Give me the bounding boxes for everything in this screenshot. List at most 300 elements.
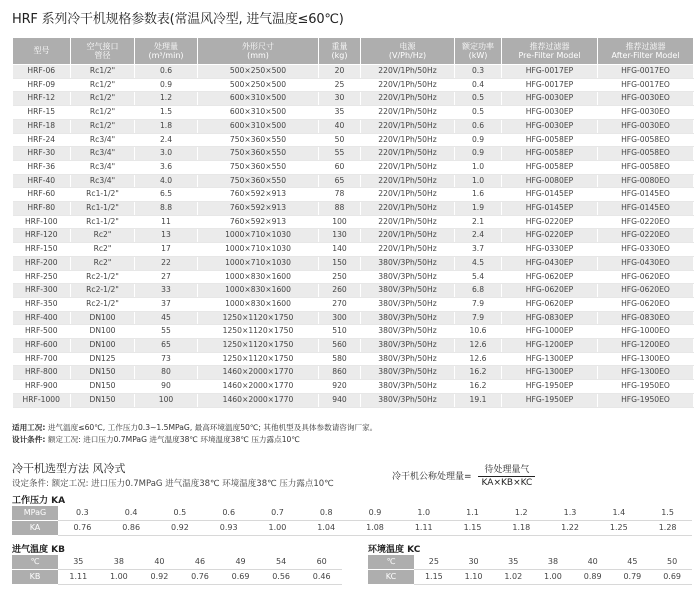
table-cell: HRF-18 bbox=[13, 119, 71, 133]
table-cell: HRF-700 bbox=[13, 352, 71, 366]
factor-cell: 0.6 bbox=[204, 506, 253, 521]
kb-factor-row bbox=[12, 570, 342, 585]
table-row bbox=[13, 147, 694, 161]
table-cell: 16.2 bbox=[455, 366, 502, 380]
table-cell: HFG-0030EO bbox=[598, 92, 694, 106]
header-line: 额定功率 bbox=[462, 41, 494, 51]
table-cell: HFG-0330EP bbox=[502, 243, 598, 257]
table-cell: 1.0 bbox=[455, 174, 502, 188]
table-cell: 380V/3Ph/50Hz bbox=[361, 284, 455, 298]
header-line: (m³/min) bbox=[148, 51, 184, 60]
table-cell: 6.8 bbox=[455, 284, 502, 298]
factor-cell: 1.15 bbox=[414, 570, 454, 585]
factor-cell: 1.4 bbox=[594, 506, 643, 521]
factor-cell: 1.11 bbox=[399, 521, 448, 536]
table-cell: Rc1-1/2" bbox=[71, 215, 135, 229]
table-cell: HFG-1000EP bbox=[502, 325, 598, 339]
factor-cell: 1.5 bbox=[643, 506, 692, 521]
table-cell: 580 bbox=[319, 352, 361, 366]
factor-cell: 60 bbox=[301, 555, 342, 570]
table-cell: 7.9 bbox=[455, 297, 502, 311]
table-row bbox=[13, 325, 694, 339]
table-cell: 13 bbox=[135, 229, 198, 243]
table-cell: HFG-0030EP bbox=[502, 92, 598, 106]
table-cell: 1000×710×1030 bbox=[198, 243, 319, 257]
table-cell: 220V/1Ph/50Hz bbox=[361, 202, 455, 216]
table-cell: 380V/3Ph/50Hz bbox=[361, 325, 455, 339]
table-cell: HRF-120 bbox=[13, 229, 71, 243]
factor-cell: 46 bbox=[180, 555, 221, 570]
table-cell: 220V/1Ph/50Hz bbox=[361, 119, 455, 133]
table-cell: 380V/3Ph/50Hz bbox=[361, 256, 455, 270]
table-cell: 0.6 bbox=[455, 119, 502, 133]
table-cell: 12.6 bbox=[455, 352, 502, 366]
header-line: (mm) bbox=[247, 51, 269, 60]
table-cell: 65 bbox=[319, 174, 361, 188]
table-cell: 220V/1Ph/50Hz bbox=[361, 106, 455, 120]
table-cell: HFG-0830EO bbox=[598, 311, 694, 325]
table-cell: 760×592×913 bbox=[198, 188, 319, 202]
table-cell: HFG-1300EP bbox=[502, 352, 598, 366]
applicable-note bbox=[12, 422, 377, 433]
table-row bbox=[13, 215, 694, 229]
table-cell: HRF-250 bbox=[13, 270, 71, 284]
factor-cell: 1.3 bbox=[546, 506, 595, 521]
table-cell: 220V/1Ph/50Hz bbox=[361, 133, 455, 147]
table-cell: HFG-1200EO bbox=[598, 339, 694, 353]
ka-factor-row bbox=[12, 521, 692, 536]
row-head: ℃ bbox=[368, 555, 414, 570]
table-cell: HFG-0220EO bbox=[598, 215, 694, 229]
table-cell: Rc2-1/2" bbox=[71, 297, 135, 311]
table-cell: 220V/1Ph/50Hz bbox=[361, 188, 455, 202]
table-cell: HFG-0058EP bbox=[502, 147, 598, 161]
table-cell: 750×360×550 bbox=[198, 160, 319, 174]
table-cell: 17 bbox=[135, 243, 198, 257]
factor-cell: 0.56 bbox=[261, 570, 302, 585]
table-cell: HFG-0058EO bbox=[598, 133, 694, 147]
table-row bbox=[13, 160, 694, 174]
factor-cell: 1.2 bbox=[497, 506, 546, 521]
factor-cell: 38 bbox=[533, 555, 573, 570]
table-cell: 220V/1Ph/50Hz bbox=[361, 65, 455, 79]
table-cell: HFG-0058EP bbox=[502, 160, 598, 174]
table-cell: HFG-0430EO bbox=[598, 256, 694, 270]
factor-cell: 1.15 bbox=[448, 521, 497, 536]
table-cell: 3.6 bbox=[135, 160, 198, 174]
kc-temp-row bbox=[368, 555, 692, 570]
table-cell: 19.1 bbox=[455, 393, 502, 407]
table-cell: HFG-0220EO bbox=[598, 229, 694, 243]
factor-cell: 0.76 bbox=[58, 521, 107, 536]
table-cell: HFG-1300EO bbox=[598, 352, 694, 366]
table-cell: 40 bbox=[319, 119, 361, 133]
factor-cell: 1.1 bbox=[448, 506, 497, 521]
table-row bbox=[13, 243, 694, 257]
table-cell: HFG-0620EO bbox=[598, 284, 694, 298]
table-cell: 78 bbox=[319, 188, 361, 202]
table-row bbox=[13, 352, 694, 366]
header-line: 处理量 bbox=[154, 41, 178, 51]
table-cell: 35 bbox=[319, 106, 361, 120]
factor-cell: 0.92 bbox=[139, 570, 180, 585]
header-line: 外形尺寸 bbox=[242, 41, 274, 51]
selection-title: 冷干机选型方法 风冷式 bbox=[12, 462, 126, 475]
table-cell: 45 bbox=[135, 311, 198, 325]
factor-cell: 1.00 bbox=[99, 570, 140, 585]
table-cell: 11 bbox=[135, 215, 198, 229]
table-cell: HFG-0430EP bbox=[502, 256, 598, 270]
table-cell: HRF-09 bbox=[13, 78, 71, 92]
table-cell: 510 bbox=[319, 325, 361, 339]
table-row bbox=[13, 92, 694, 106]
factor-cell: 0.3 bbox=[58, 506, 107, 521]
table-cell: HFG-0058EO bbox=[598, 160, 694, 174]
table-cell: 750×360×550 bbox=[198, 133, 319, 147]
kc-table bbox=[368, 555, 692, 585]
table-cell: HRF-100 bbox=[13, 215, 71, 229]
table-cell: HFG-0145EP bbox=[502, 188, 598, 202]
table-cell: 100 bbox=[135, 393, 198, 407]
table-cell: 60 bbox=[319, 160, 361, 174]
kc-label: 环境温度 KC bbox=[368, 545, 421, 555]
row-head: KB bbox=[12, 570, 58, 585]
table-cell: HRF-350 bbox=[13, 297, 71, 311]
table-cell: 80 bbox=[135, 366, 198, 380]
spec-header-row bbox=[13, 38, 694, 65]
applicable-text: 进气温度≤60℃, 工作压力0.3~1.5MPaG, 最高环境温度50℃; 其他机型及具体参数请咨询厂家。 bbox=[47, 423, 378, 432]
table-cell: 65 bbox=[135, 339, 198, 353]
header-line: (kg) bbox=[331, 51, 348, 60]
table-cell: 0.4 bbox=[455, 78, 502, 92]
table-cell: Rc2" bbox=[71, 243, 135, 257]
table-cell: HRF-12 bbox=[13, 92, 71, 106]
table-cell: HRF-36 bbox=[13, 160, 71, 174]
table-cell: 1460×2000×1770 bbox=[198, 393, 319, 407]
table-cell: DN150 bbox=[71, 366, 135, 380]
table-cell: 380V/3Ph/50Hz bbox=[361, 380, 455, 394]
table-cell: 560 bbox=[319, 339, 361, 353]
ka-table bbox=[12, 506, 692, 536]
header-line: 空气接口 bbox=[86, 41, 119, 51]
factor-cell: 40 bbox=[573, 555, 613, 570]
table-cell: HFG-0220EP bbox=[502, 215, 598, 229]
kb-label: 进气温度 KB bbox=[12, 545, 65, 555]
table-cell: 0.5 bbox=[455, 92, 502, 106]
table-cell: Rc3/4" bbox=[71, 147, 135, 161]
table-cell: 6.5 bbox=[135, 188, 198, 202]
factor-cell: 25 bbox=[414, 555, 454, 570]
table-cell: DN100 bbox=[71, 325, 135, 339]
table-cell: 30 bbox=[319, 92, 361, 106]
formula-denominator: KA×KB×KC bbox=[481, 478, 533, 488]
table-cell: HRF-800 bbox=[13, 366, 71, 380]
table-cell: 150 bbox=[319, 256, 361, 270]
kb-temp-row bbox=[12, 555, 342, 570]
factor-cell: 54 bbox=[261, 555, 302, 570]
design-note bbox=[12, 434, 300, 445]
table-row bbox=[13, 106, 694, 120]
table-cell: Rc1/2" bbox=[71, 78, 135, 92]
table-cell: Rc2-1/2" bbox=[71, 284, 135, 298]
header-line: (kW) bbox=[468, 51, 488, 60]
table-cell: HFG-0017EP bbox=[502, 78, 598, 92]
table-cell: 20 bbox=[319, 65, 361, 79]
table-cell: 1250×1120×1750 bbox=[198, 339, 319, 353]
table-cell: HFG-0030EO bbox=[598, 119, 694, 133]
ka-label: 工作压力 KA bbox=[12, 496, 66, 506]
factor-cell: 50 bbox=[652, 555, 692, 570]
factor-cell: 1.25 bbox=[594, 521, 643, 536]
selection-condition: 设定条件: 额定工况: 进口压力0.7MPaG 进气温度38℃ 环境温度38℃ 压力露点10℃ bbox=[12, 479, 334, 489]
factor-cell: 1.0 bbox=[399, 506, 448, 521]
table-cell: HFG-0017EP bbox=[502, 65, 598, 79]
table-row bbox=[13, 119, 694, 133]
table-cell: 0.9 bbox=[455, 133, 502, 147]
row-head: KC bbox=[368, 570, 414, 585]
table-cell: DN125 bbox=[71, 352, 135, 366]
table-cell: HFG-0620EP bbox=[502, 270, 598, 284]
table-row bbox=[13, 78, 694, 92]
column-header bbox=[598, 38, 694, 65]
table-cell: HRF-400 bbox=[13, 311, 71, 325]
factor-cell: 0.5 bbox=[156, 506, 205, 521]
design-label: 设计条件: bbox=[12, 435, 46, 444]
factor-cell: 1.18 bbox=[497, 521, 546, 536]
column-header bbox=[319, 38, 361, 65]
factor-cell: 0.7 bbox=[253, 506, 302, 521]
table-cell: 380V/3Ph/50Hz bbox=[361, 352, 455, 366]
factor-cell: 0.76 bbox=[180, 570, 221, 585]
table-cell: 260 bbox=[319, 284, 361, 298]
table-cell: HFG-0620EP bbox=[502, 284, 598, 298]
table-cell: HRF-1000 bbox=[13, 393, 71, 407]
table-cell: 27 bbox=[135, 270, 198, 284]
table-cell: DN150 bbox=[71, 393, 135, 407]
table-cell: 500×250×500 bbox=[198, 65, 319, 79]
table-cell: HFG-1300EP bbox=[502, 366, 598, 380]
factor-cell: 1.02 bbox=[493, 570, 533, 585]
table-cell: DN100 bbox=[71, 311, 135, 325]
formula-fraction bbox=[476, 462, 539, 488]
table-cell: HFG-0145EO bbox=[598, 188, 694, 202]
factor-cell: 1.11 bbox=[58, 570, 99, 585]
header-line: (V/Ph/Hz) bbox=[388, 51, 427, 60]
table-cell: HFG-0620EO bbox=[598, 297, 694, 311]
table-cell: 1.8 bbox=[135, 119, 198, 133]
row-head: KA bbox=[12, 521, 58, 536]
table-cell: Rc1-1/2" bbox=[71, 202, 135, 216]
table-cell: 1000×710×1030 bbox=[198, 256, 319, 270]
table-cell: HRF-60 bbox=[13, 188, 71, 202]
column-header bbox=[198, 38, 319, 65]
table-cell: 4.5 bbox=[455, 256, 502, 270]
factor-cell: 0.46 bbox=[301, 570, 342, 585]
table-cell: 600×310×500 bbox=[198, 92, 319, 106]
header-line: 重量 bbox=[331, 41, 348, 51]
table-cell: 760×592×913 bbox=[198, 215, 319, 229]
table-row bbox=[13, 311, 694, 325]
table-cell: 380V/3Ph/50Hz bbox=[361, 339, 455, 353]
table-cell: HFG-0080EP bbox=[502, 174, 598, 188]
table-row bbox=[13, 188, 694, 202]
table-cell: 270 bbox=[319, 297, 361, 311]
table-cell: HFG-1950EP bbox=[502, 393, 598, 407]
factor-cell: 1.04 bbox=[302, 521, 351, 536]
table-cell: 1.9 bbox=[455, 202, 502, 216]
header-line: Pre-Filter Model bbox=[518, 51, 581, 60]
factor-cell: 0.86 bbox=[107, 521, 156, 536]
table-cell: 100 bbox=[319, 215, 361, 229]
table-cell: HFG-0058EP bbox=[502, 133, 598, 147]
table-cell: 500×250×500 bbox=[198, 78, 319, 92]
table-cell: 0.3 bbox=[455, 65, 502, 79]
table-cell: 220V/1Ph/50Hz bbox=[361, 147, 455, 161]
factor-cell: 0.89 bbox=[573, 570, 613, 585]
row-head: MPaG bbox=[12, 506, 58, 521]
table-cell: 380V/3Ph/50Hz bbox=[361, 311, 455, 325]
header-line: After-Filter Model bbox=[611, 51, 680, 60]
design-text: 额定工况: 进口压力0.7MPaG 进气温度38℃ 环境温度38℃ 压力露点10℃ bbox=[47, 435, 300, 444]
table-cell: HRF-80 bbox=[13, 202, 71, 216]
table-row bbox=[13, 366, 694, 380]
table-cell: 130 bbox=[319, 229, 361, 243]
table-cell: 16.2 bbox=[455, 380, 502, 394]
table-cell: Rc2" bbox=[71, 256, 135, 270]
table-row bbox=[13, 380, 694, 394]
table-cell: HFG-0220EP bbox=[502, 229, 598, 243]
table-cell: HFG-1000EO bbox=[598, 325, 694, 339]
table-cell: 37 bbox=[135, 297, 198, 311]
table-cell: 1000×830×1600 bbox=[198, 270, 319, 284]
page-title: HRF 系列冷干机规格参数表(常温风冷型, 进气温度≤60℃) bbox=[12, 12, 344, 27]
table-cell: 88 bbox=[319, 202, 361, 216]
formula-left: 冷干机公称处理量= bbox=[392, 471, 472, 482]
table-cell: 25 bbox=[319, 78, 361, 92]
table-cell: 140 bbox=[319, 243, 361, 257]
table-cell: 600×310×500 bbox=[198, 119, 319, 133]
column-header bbox=[71, 38, 135, 65]
table-cell: 55 bbox=[135, 325, 198, 339]
table-cell: 1000×830×1600 bbox=[198, 297, 319, 311]
table-cell: 2.4 bbox=[455, 229, 502, 243]
spec-table bbox=[12, 37, 694, 408]
table-cell: HRF-600 bbox=[13, 339, 71, 353]
table-cell: 220V/1Ph/50Hz bbox=[361, 78, 455, 92]
spec-body bbox=[13, 65, 694, 408]
table-cell: 860 bbox=[319, 366, 361, 380]
table-cell: 22 bbox=[135, 256, 198, 270]
factor-cell: 40 bbox=[139, 555, 180, 570]
table-cell: 1.0 bbox=[455, 160, 502, 174]
table-cell: HFG-0030EP bbox=[502, 106, 598, 120]
table-cell: 55 bbox=[319, 147, 361, 161]
table-cell: HFG-0330EO bbox=[598, 243, 694, 257]
table-cell: 0.5 bbox=[455, 106, 502, 120]
table-cell: HRF-500 bbox=[13, 325, 71, 339]
header-line: 电源 bbox=[399, 41, 416, 51]
table-cell: HRF-15 bbox=[13, 106, 71, 120]
table-cell: Rc3/4" bbox=[71, 160, 135, 174]
table-cell: 220V/1Ph/50Hz bbox=[361, 215, 455, 229]
table-cell: HRF-300 bbox=[13, 284, 71, 298]
table-cell: HFG-0058EO bbox=[598, 147, 694, 161]
table-cell: 1.5 bbox=[135, 106, 198, 120]
capacity-formula bbox=[392, 462, 538, 488]
table-cell: HRF-06 bbox=[13, 65, 71, 79]
table-row bbox=[13, 284, 694, 298]
header-line: 推荐过滤器 bbox=[625, 41, 666, 51]
table-cell: 1000×710×1030 bbox=[198, 229, 319, 243]
header-line: 型号 bbox=[33, 46, 50, 56]
table-cell: 1250×1120×1750 bbox=[198, 311, 319, 325]
table-cell: HFG-0017EO bbox=[598, 78, 694, 92]
table-row bbox=[13, 297, 694, 311]
factor-cell: 0.92 bbox=[156, 521, 205, 536]
table-cell: 2.1 bbox=[455, 215, 502, 229]
factor-cell: 1.08 bbox=[351, 521, 400, 536]
table-cell: DN150 bbox=[71, 380, 135, 394]
table-cell: HFG-0017EO bbox=[598, 65, 694, 79]
ka-pressure-row bbox=[12, 506, 692, 521]
table-cell: 920 bbox=[319, 380, 361, 394]
table-cell: 220V/1Ph/50Hz bbox=[361, 229, 455, 243]
table-row bbox=[13, 65, 694, 79]
table-cell: HRF-150 bbox=[13, 243, 71, 257]
table-cell: HFG-1300EO bbox=[598, 366, 694, 380]
formula-numerator: 待处理量气 bbox=[478, 462, 535, 477]
column-header bbox=[455, 38, 502, 65]
factor-cell: 1.22 bbox=[546, 521, 595, 536]
table-cell: 2.4 bbox=[135, 133, 198, 147]
table-cell: 0.9 bbox=[455, 147, 502, 161]
table-cell: 1.6 bbox=[455, 188, 502, 202]
table-row bbox=[13, 202, 694, 216]
table-cell: 220V/1Ph/50Hz bbox=[361, 243, 455, 257]
table-row bbox=[13, 256, 694, 270]
table-cell: HFG-0030EO bbox=[598, 106, 694, 120]
table-cell: 1000×830×1600 bbox=[198, 284, 319, 298]
table-cell: 8.8 bbox=[135, 202, 198, 216]
table-cell: 1.2 bbox=[135, 92, 198, 106]
table-cell: HFG-0030EP bbox=[502, 119, 598, 133]
table-cell: 1460×2000×1770 bbox=[198, 366, 319, 380]
row-head: ℃ bbox=[12, 555, 58, 570]
table-cell: HRF-40 bbox=[13, 174, 71, 188]
table-row bbox=[13, 133, 694, 147]
table-cell: 380V/3Ph/50Hz bbox=[361, 393, 455, 407]
table-cell: HFG-1200EP bbox=[502, 339, 598, 353]
table-cell: 4.0 bbox=[135, 174, 198, 188]
table-cell: HRF-30 bbox=[13, 147, 71, 161]
table-cell: Rc1/2" bbox=[71, 65, 135, 79]
table-cell: Rc2" bbox=[71, 229, 135, 243]
kc-factor-row bbox=[368, 570, 692, 585]
factor-cell: 0.69 bbox=[652, 570, 692, 585]
factor-cell: 0.69 bbox=[220, 570, 261, 585]
table-cell: 12.6 bbox=[455, 339, 502, 353]
factor-cell: 45 bbox=[613, 555, 653, 570]
table-cell: 90 bbox=[135, 380, 198, 394]
factor-cell: 35 bbox=[58, 555, 99, 570]
table-cell: 220V/1Ph/50Hz bbox=[361, 174, 455, 188]
table-cell: 33 bbox=[135, 284, 198, 298]
table-cell: 5.4 bbox=[455, 270, 502, 284]
factor-cell: 0.8 bbox=[302, 506, 351, 521]
table-cell: 7.9 bbox=[455, 311, 502, 325]
table-cell: HFG-1950EO bbox=[598, 380, 694, 394]
table-cell: HFG-0830EP bbox=[502, 311, 598, 325]
